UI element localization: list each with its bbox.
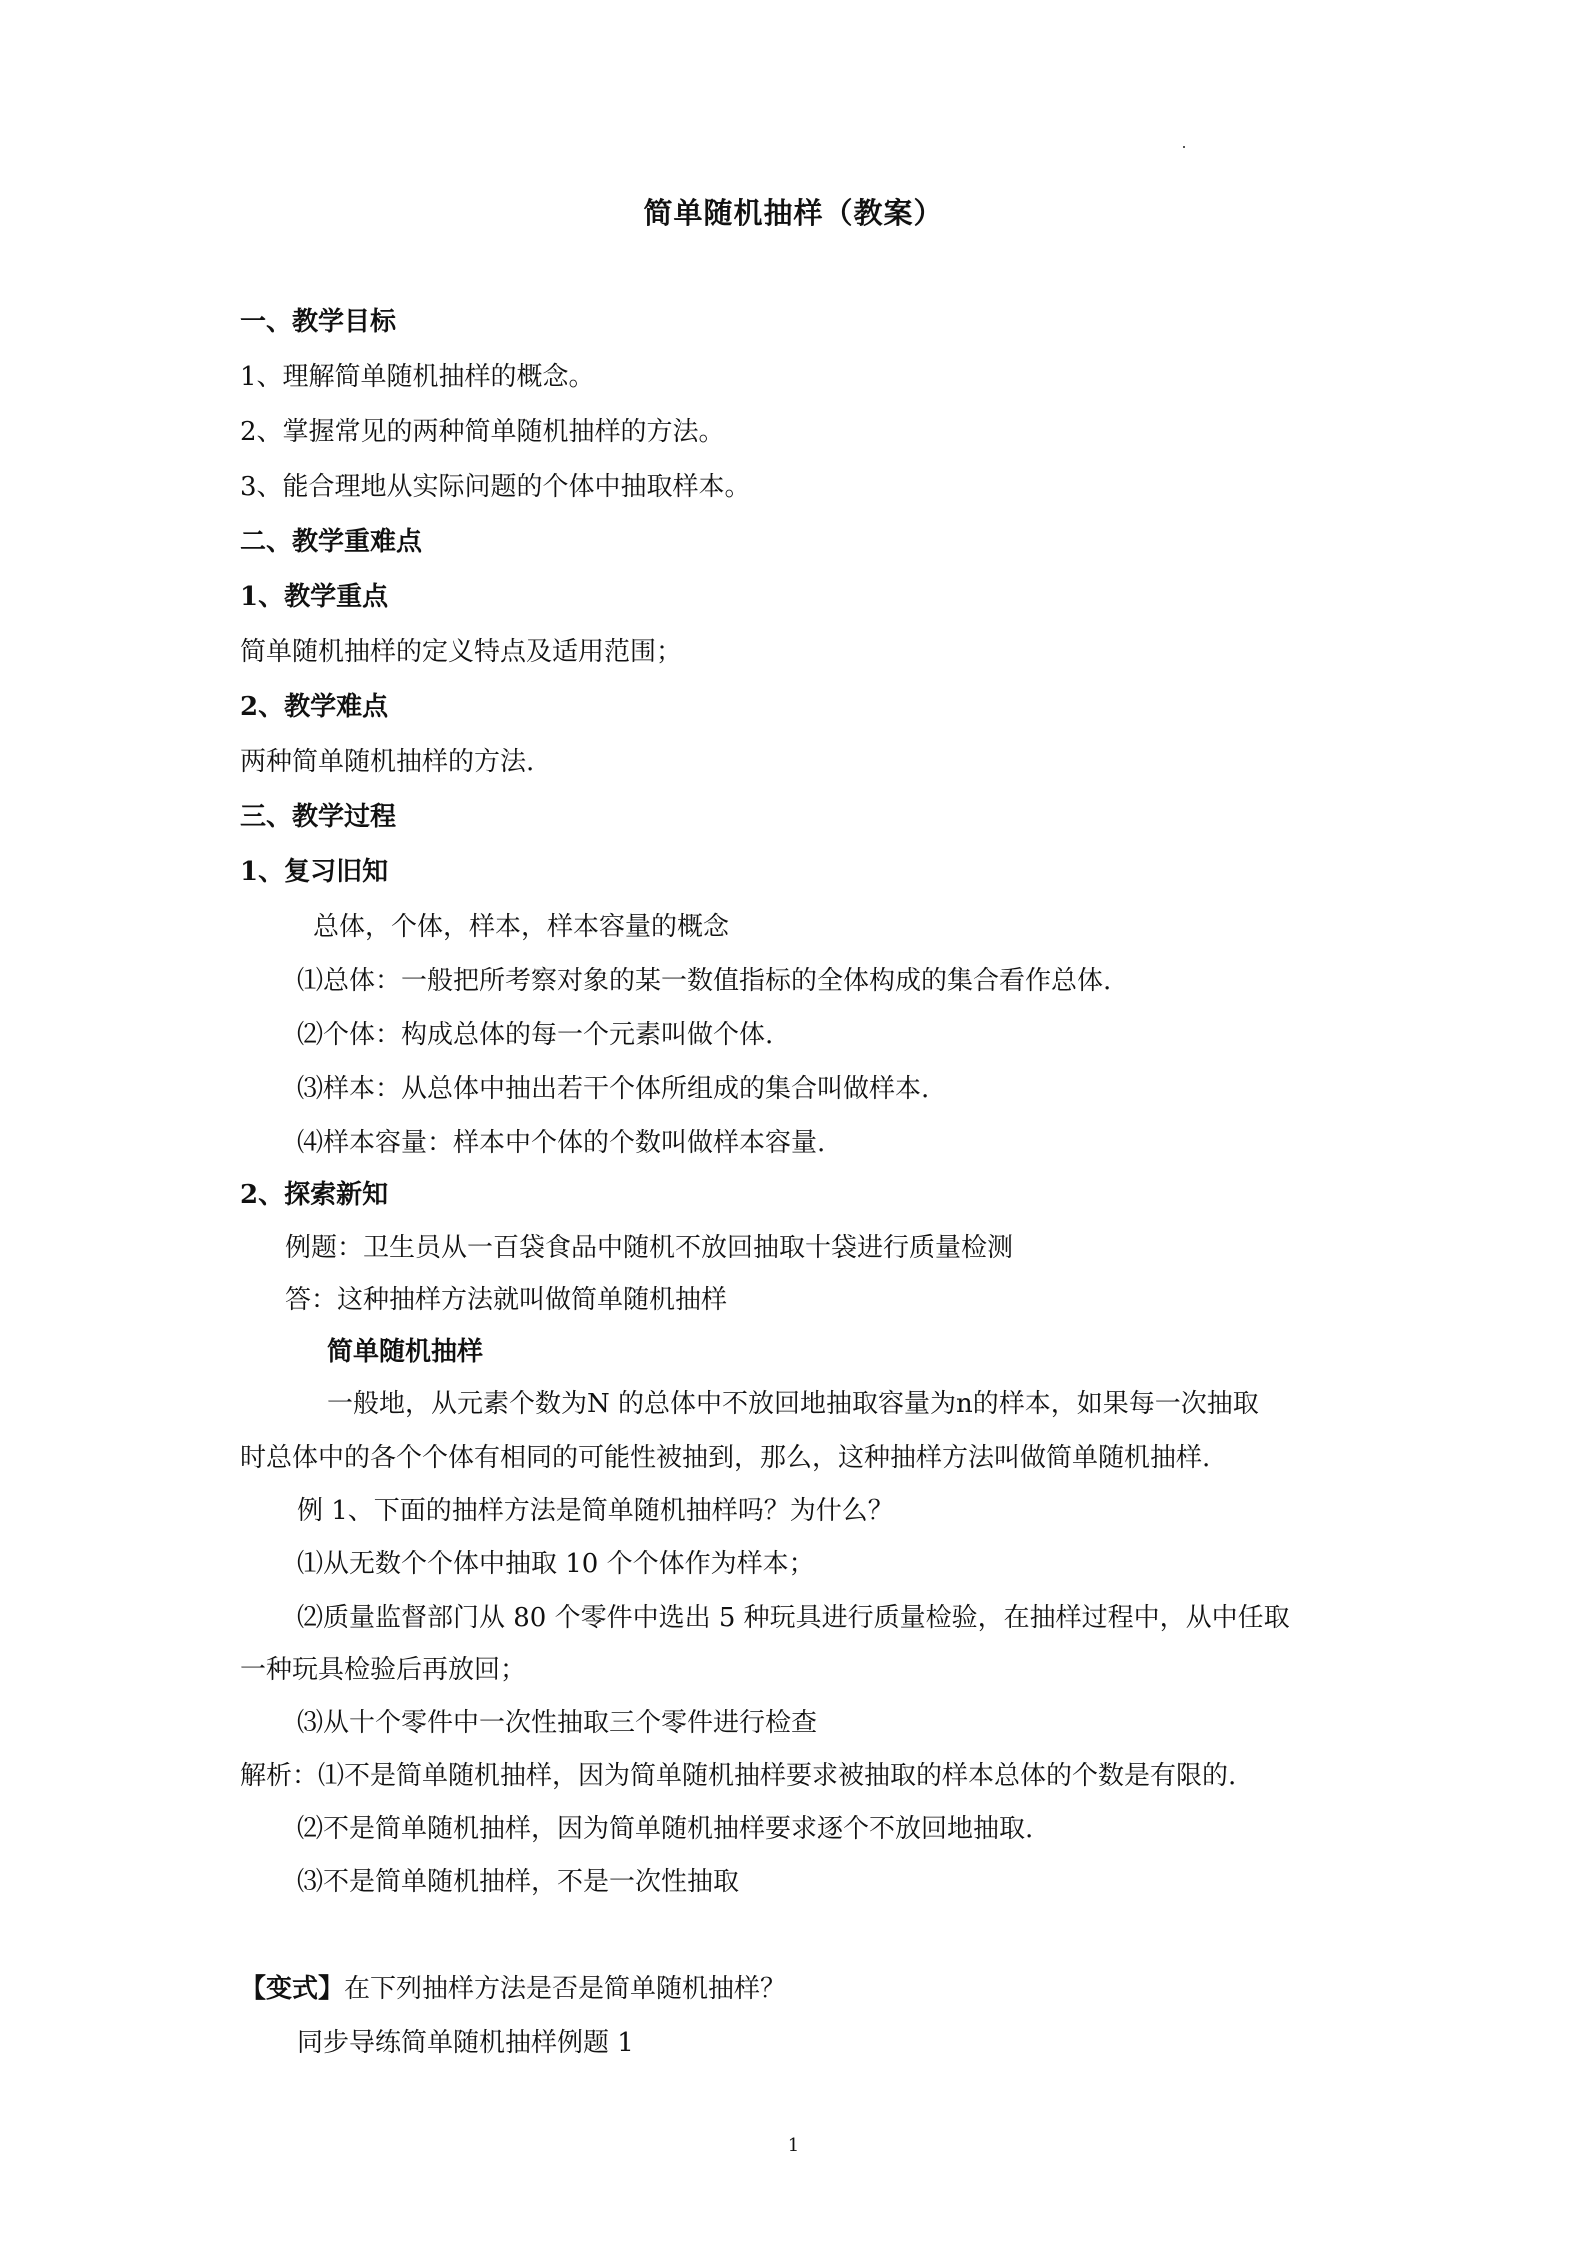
page-number: 1 <box>787 2135 800 2156</box>
example-1-item-2-line-2: 一种玩具检验后再放回； <box>240 1655 527 1685</box>
example-1-item-2-line-1: ⑵质量监督部门从 80 个零件中选出 5 种玩具进行质量检验，在抽样过程中，从中任取 <box>297 1603 1290 1633</box>
subheading-difficulty: 2、教学难点 <box>240 692 389 722</box>
focus-text: 简单随机抽样的定义特点及适用范围； <box>240 637 683 667</box>
definition-population: ⑴总体：一般把所考察对象的某一数值指标的全体构成的集合看作总体. <box>297 966 1112 996</box>
variant-line <box>240 1971 786 2007</box>
definition-individual: ⑵个体：构成总体的每一个元素叫做个体. <box>297 1020 774 1050</box>
concept-definition-line-2: 时总体中的各个个体有相同的可能性被抽到，那么，这种抽样方法叫做简单随机抽样. <box>240 1443 1211 1473</box>
subheading-explore: 2、探索新知 <box>240 1180 389 1210</box>
difficulty-text: 两种简单随机抽样的方法. <box>240 747 535 777</box>
scan-dot <box>1183 146 1185 148</box>
subheading-review: 1、复习旧知 <box>240 857 389 887</box>
analysis-1: 解析：⑴不是简单随机抽样，因为简单随机抽样要求被抽取的样本总体的个数是有限的. <box>240 1761 1237 1791</box>
objective-2: 2、掌握常见的两种简单随机抽样的方法。 <box>240 417 725 447</box>
example-question: 例题：卫生员从一百袋食品中随机不放回抽取十袋进行质量检测 <box>285 1233 1014 1263</box>
objective-3: 3、能合理地从实际问题的个体中抽取样本。 <box>240 472 751 502</box>
example-1-item-3: ⑶从十个零件中一次性抽取三个零件进行检查 <box>297 1708 818 1738</box>
section-heading-objectives: 一、教学目标 <box>240 307 397 337</box>
practice-reference: 同步导练简单随机抽样例题 1 <box>297 2028 634 2058</box>
page-title: 简单随机抽样（教案） <box>643 196 944 230</box>
concept-definition-line-1: 一般地，从元素个数为N 的总体中不放回地抽取容量为n的样本，如果每一次抽取 <box>327 1389 1259 1419</box>
objective-1: 1、理解简单随机抽样的概念。 <box>240 362 595 392</box>
example-answer: 答：这种抽样方法就叫做简单随机抽样 <box>285 1285 728 1315</box>
example-1-item-1: ⑴从无数个个体中抽取 10 个个体作为样本； <box>297 1549 815 1579</box>
analysis-2: ⑵不是简单随机抽样，因为简单随机抽样要求逐个不放回地抽取. <box>297 1814 1034 1844</box>
section-heading-process: 三、教学过程 <box>240 802 397 832</box>
definition-sample-size: ⑷样本容量：样本中个体的个数叫做样本容量. <box>297 1128 826 1158</box>
example-1-question: 例 1、下面的抽样方法是简单随机抽样吗？为什么？ <box>297 1496 894 1526</box>
review-intro: 总体，个体，样本，样本容量的概念 <box>313 912 730 942</box>
variant-text: 在下列抽样方法是否是简单随机抽样？ <box>344 1974 787 2004</box>
section-heading-key-points: 二、教学重难点 <box>240 527 423 557</box>
subheading-focus: 1、教学重点 <box>240 582 389 612</box>
definition-sample: ⑶样本：从总体中抽出若干个体所组成的集合叫做样本. <box>297 1074 930 1104</box>
analysis-3: ⑶不是简单随机抽样，不是一次性抽取 <box>297 1867 740 1897</box>
variant-label: 【变式】 <box>240 1974 345 2004</box>
concept-heading: 简单随机抽样 <box>327 1337 484 1367</box>
